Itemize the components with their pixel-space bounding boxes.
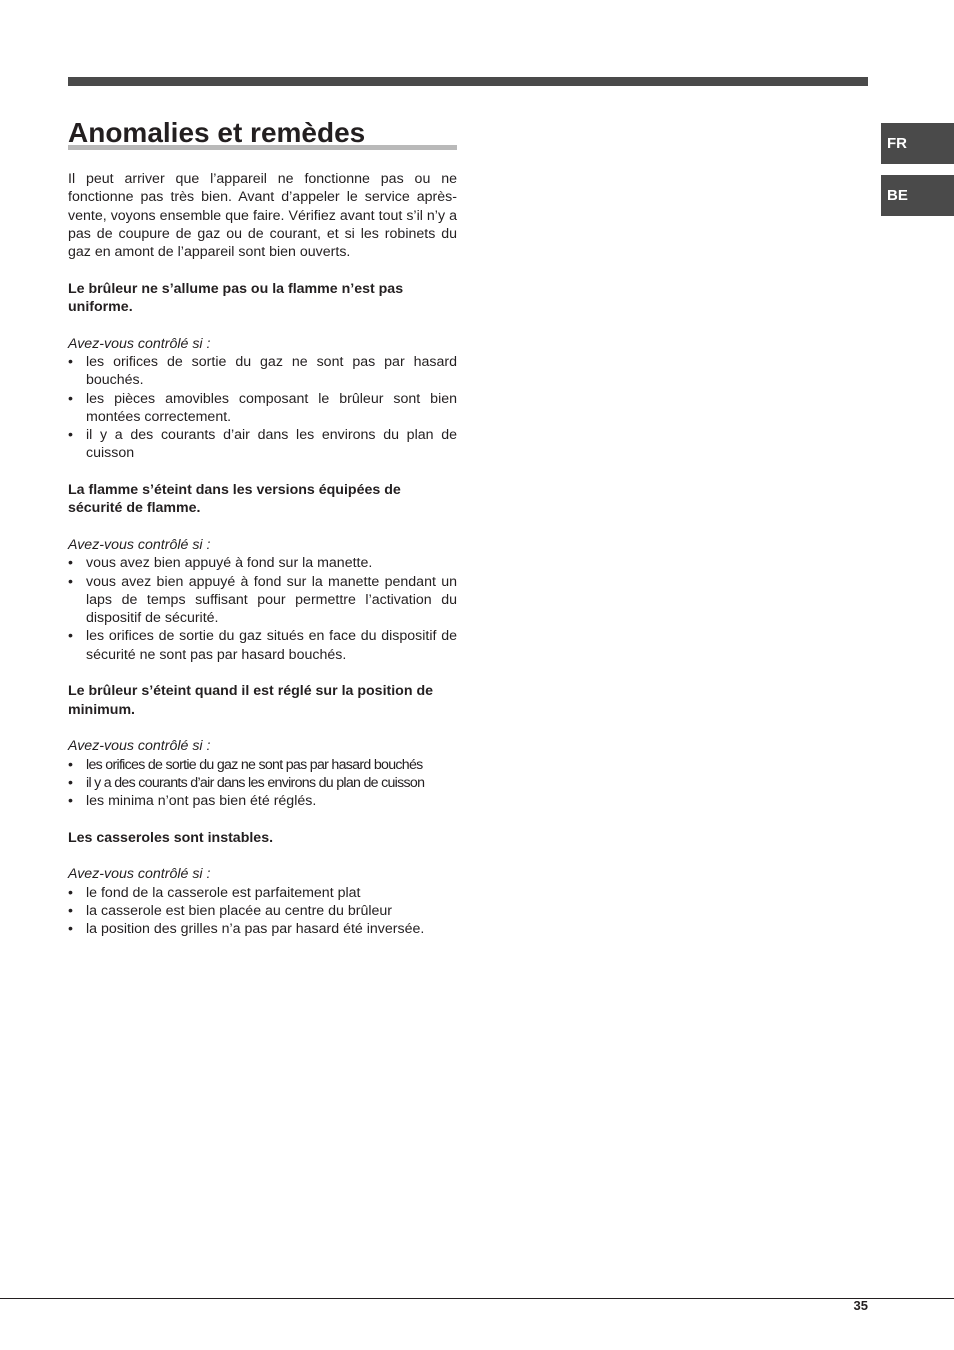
- list-item: • les minima n’ont pas bien été réglés.: [68, 792, 457, 810]
- section-burner-not-lighting: [68, 280, 457, 463]
- page-number: 35: [853, 1298, 868, 1313]
- top-rule: [68, 77, 868, 86]
- check-label: Avez-vous contrôlé si :: [68, 536, 211, 553]
- list-item: • il y a des courants d’air dans les environs du plan de cuisson: [68, 426, 457, 463]
- section-burner-off-at-minimum: [68, 682, 457, 810]
- check-list: [68, 756, 457, 811]
- bottom-rule: [0, 1298, 954, 1299]
- section-heading: La flamme s’éteint dans les versions équipées de sécurité de flamme.: [68, 482, 401, 517]
- check-list: [68, 353, 457, 463]
- section-heading: Les casseroles sont instables.: [68, 829, 274, 846]
- check-label: Avez-vous contrôlé si :: [68, 738, 211, 755]
- language-tab-be[interactable]: BE: [881, 175, 954, 216]
- intro-paragraph: Il peut arriver que l’appareil ne fonctionne pas ou ne fonctionne pas très bien. Avant d’appeler le service après-vente, voyons ensemble que faire. Vérifiez avant tout s’il n’y a pas de coupure de gaz ou de courant, et si les robinets du gaz en amont de l’appareil sont bien ouverts.: [68, 171, 457, 261]
- list-item: • la casserole est bien placée au centre du brûleur: [68, 902, 457, 920]
- section-heading: Le brûleur ne s’allume pas ou la flamme n’est pas uniforme.: [68, 280, 404, 316]
- list-item: • la position des grilles n’a pas par hasard été inversée.: [68, 920, 457, 938]
- list-item: • les pièces amovibles composant le brûleur sont bien montées correctement.: [68, 390, 457, 427]
- list-item: • les orifices de sortie du gaz situés en face du dispositif de sécurité ne sont pas par hasard bouchés.: [68, 627, 457, 664]
- main-content: [68, 117, 457, 938]
- list-item: • les orifices de sortie du gaz ne sont pas par hasard bouchés.: [68, 353, 457, 390]
- check-label: Avez-vous contrôlé si :: [68, 335, 211, 352]
- list-item: • vous avez bien appuyé à fond sur la manette.: [68, 554, 457, 572]
- section-heading: Le brûleur s’éteint quand il est réglé sur la position de minimum.: [68, 683, 434, 718]
- section-flame-goes-out: [68, 481, 457, 664]
- list-item: • il y a des courants d’air dans les environs du plan de cuisson: [68, 774, 457, 792]
- list-item: • les orifices de sortie du gaz ne sont pas par hasard bouchés: [68, 756, 457, 774]
- check-list: [68, 884, 457, 939]
- check-label: Avez-vous contrôlé si :: [68, 866, 211, 883]
- section-pans-unstable: [68, 829, 457, 939]
- page-title: Anomalies et remèdes: [68, 117, 366, 148]
- language-tab-fr[interactable]: FR: [881, 123, 954, 164]
- list-item: • vous avez bien appuyé à fond sur la manette pendant un laps de temps suffisant pour permettre l’activation du dispositif de sécurité.: [68, 573, 457, 628]
- list-item: • le fond de la casserole est parfaitement plat: [68, 884, 457, 902]
- check-list: [68, 554, 457, 664]
